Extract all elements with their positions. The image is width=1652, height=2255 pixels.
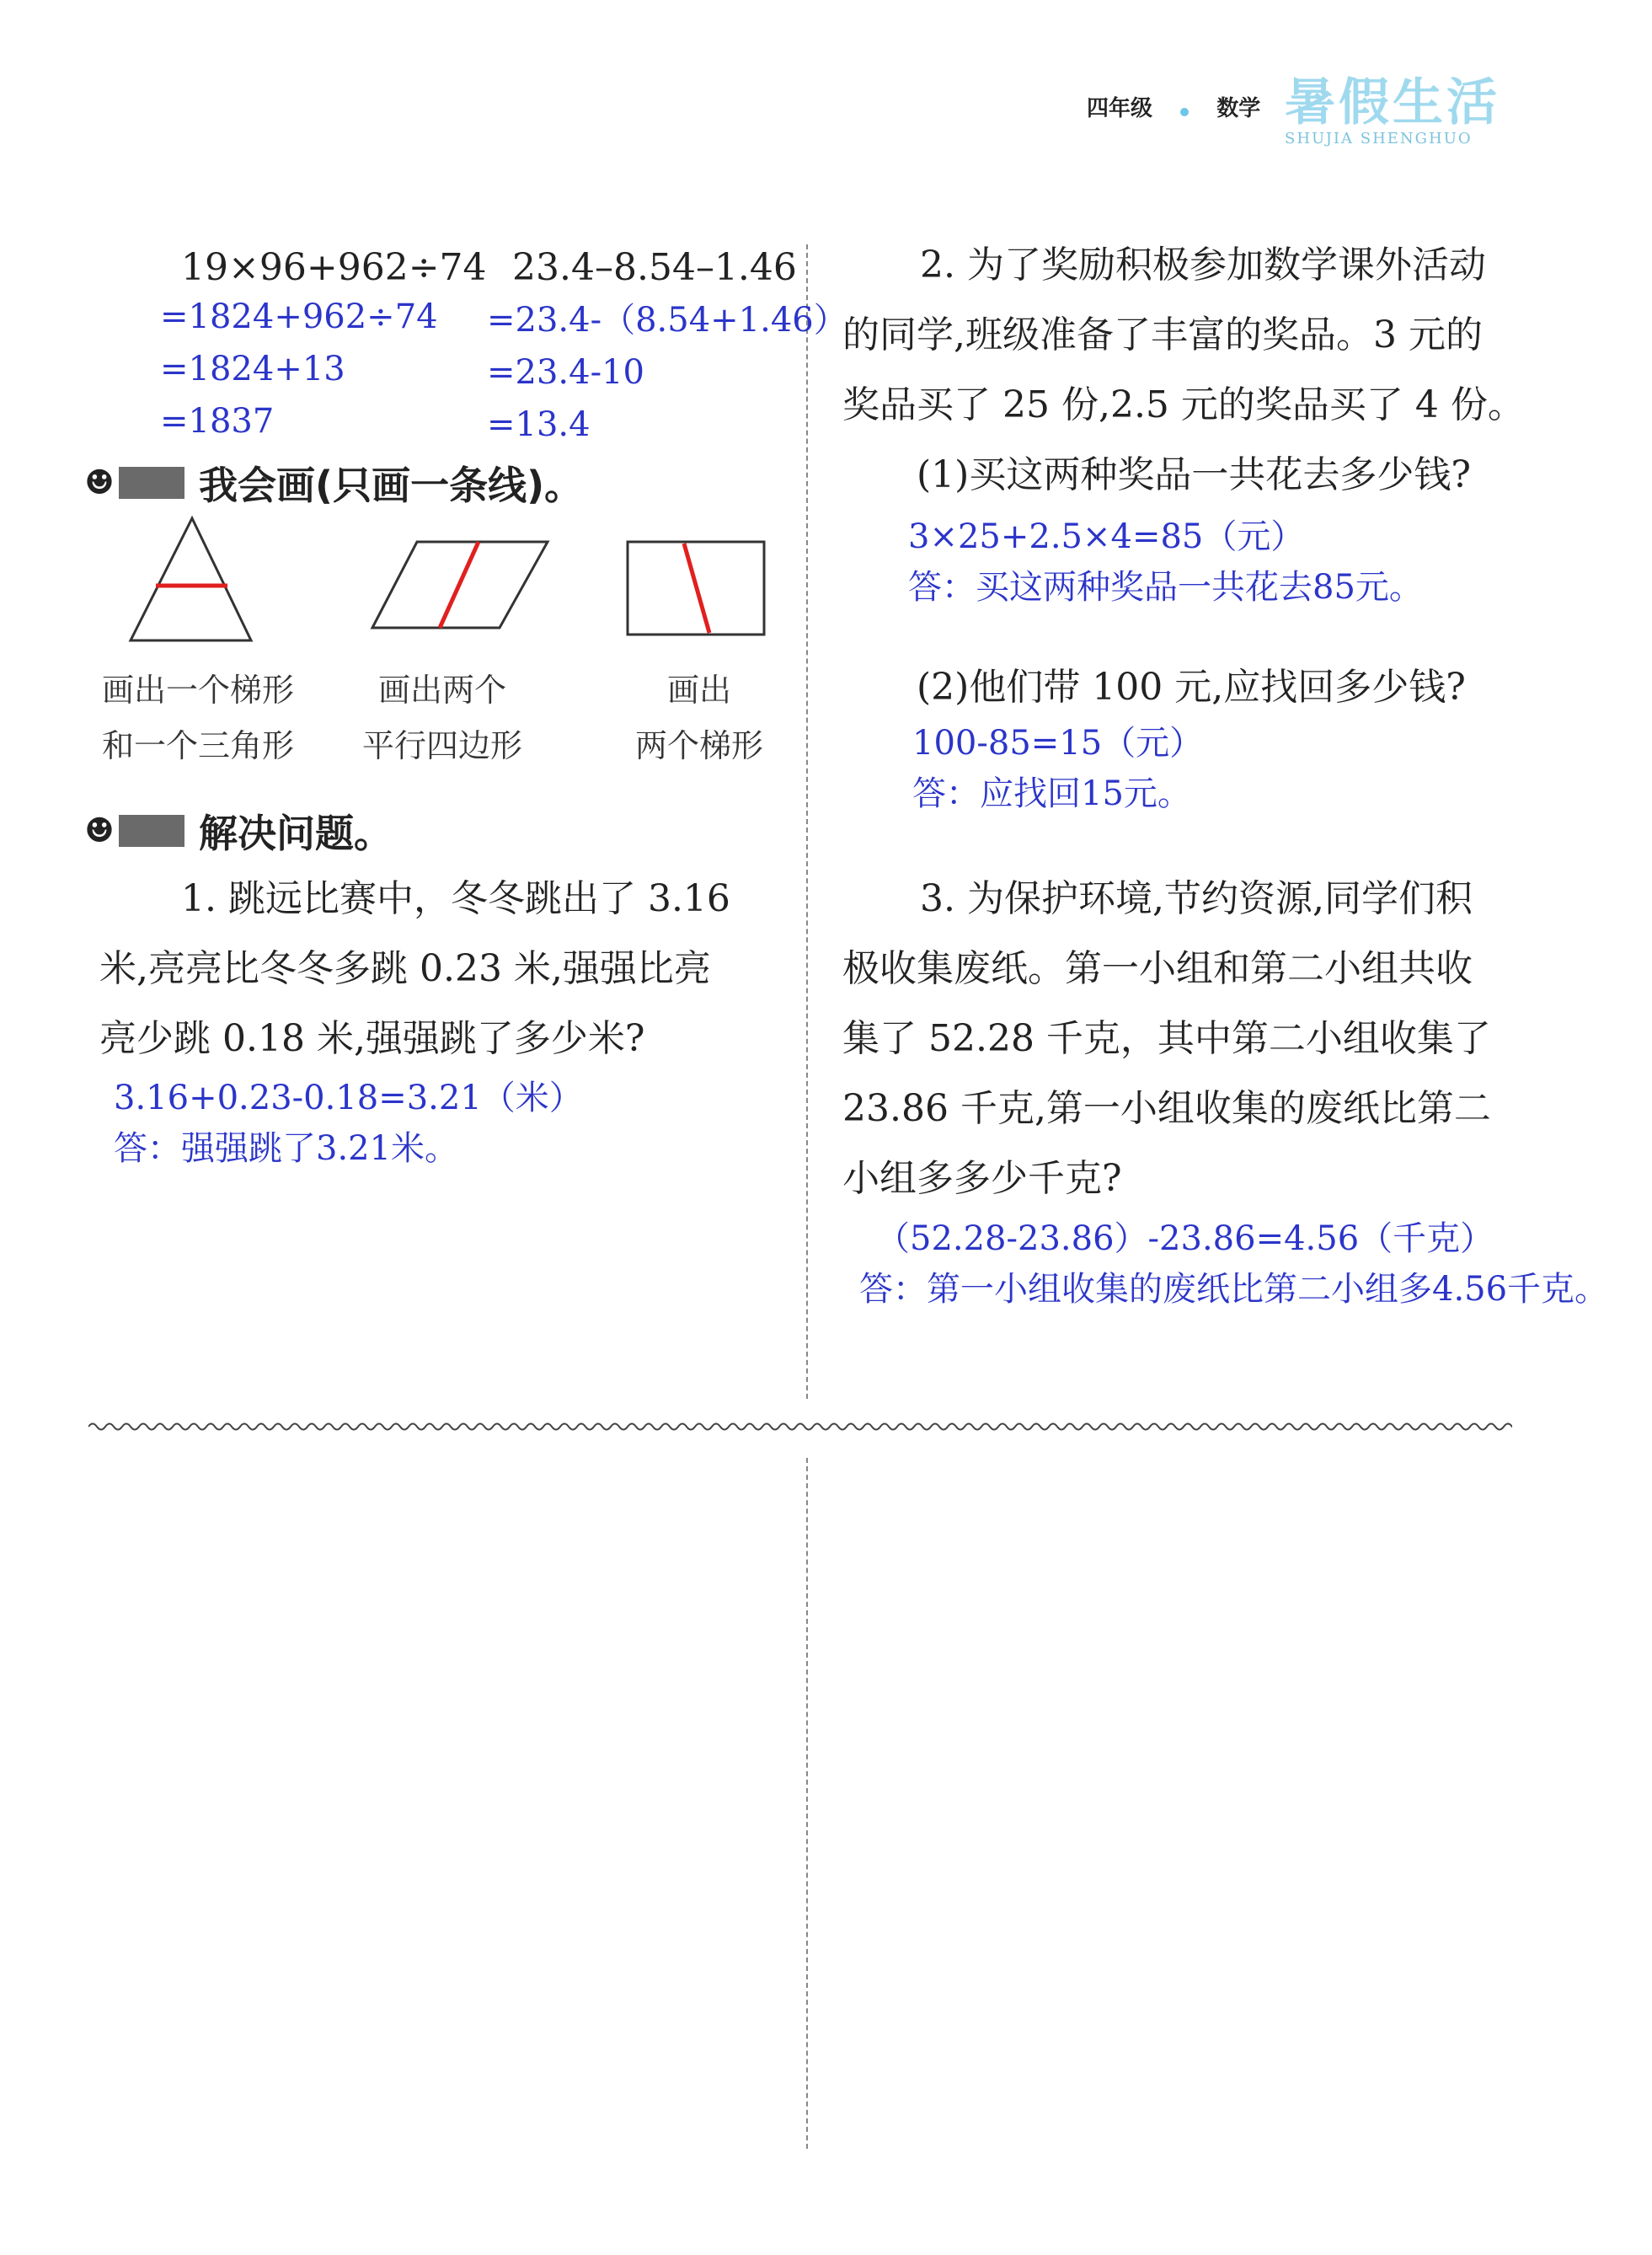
q3-line: 小组多多少千克? (842, 1157, 1122, 1200)
q2-line: 2. 为了奖励积极参加数学课外活动 (920, 244, 1486, 287)
q2-part2-calc: 100-85=15（元） (912, 724, 1204, 763)
calc-b-step: =23.4-10 (487, 353, 644, 392)
calc-b-expression: 23.4–8.54–1.46 (512, 246, 797, 289)
q1-answer-calc: 3.16+0.23-0.18=3.21（米） (114, 1079, 583, 1117)
shapes-figure (118, 510, 792, 645)
q2-part1-question: (1)买这两种奖品一共花去多少钱? (917, 453, 1471, 496)
wavy-divider (88, 1418, 1512, 1435)
q2-part1-answer: 答：买这两种奖品一共花去85元。 (908, 568, 1423, 607)
parallelogram-shape (372, 542, 548, 628)
column-divider-top (806, 244, 808, 1399)
grade-label: 四年级 (1087, 96, 1153, 121)
q3-line: 23.86 千克,第一小组收集的废纸比第二 (842, 1087, 1491, 1130)
draw-label-1: 画出一个梯形 和一个三角形 (101, 672, 294, 764)
solve-section-header (84, 803, 393, 859)
page-header (1087, 91, 1260, 122)
calc-b-step: =23.4-（8.54+1.46） (487, 301, 847, 340)
rectangle-shape (628, 542, 764, 635)
draw-section-title: 我会画(只画一条线)。 (199, 463, 584, 508)
mascot-icon: ☻ (84, 463, 115, 502)
q1-line: 亮少跳 0.18 米,强强跳了多少米? (99, 1017, 645, 1060)
q2-line: 的同学,班级准备了丰富的奖品。3 元的 (842, 313, 1483, 356)
mascot-icon: ☻ (84, 811, 115, 850)
q3-line: 极收集废纸。第一小组和第二小组共收 (842, 947, 1473, 990)
calc-a-step: =1824+962÷74 (160, 297, 438, 336)
section-marker-icon (119, 815, 184, 847)
calc-a-step: =1837 (160, 402, 275, 441)
q2-line: 奖品买了 25 份,2.5 元的奖品买了 4 份。 (842, 383, 1525, 426)
calc-b-step: =13.4 (487, 405, 591, 444)
subject-label: 数学 (1216, 96, 1261, 121)
q3-line: 集了 52.28 千克，其中第二小组收集了 (842, 1017, 1491, 1060)
draw-label-3: 画出 两个梯形 (634, 672, 763, 764)
brand-pinyin: SHUJIA SHENGHUO (1285, 130, 1473, 147)
triangle-shape (131, 518, 251, 640)
q1-answer-text: 答：强强跳了3.21米。 (114, 1129, 459, 1168)
brand-title: 暑假生活 (1285, 73, 1500, 132)
q2-part2-answer: 答：应找回15元。 (912, 774, 1191, 813)
draw-label-2: 画出两个 平行四边形 (361, 672, 522, 764)
q2-part2-question: (2)他们带 100 元,应找回多少钱? (917, 666, 1466, 709)
column-divider-bottom (806, 1458, 808, 2149)
q3-line: 3. 为保护环境,节约资源,同学们积 (920, 877, 1473, 920)
section-marker-icon (119, 467, 184, 499)
q3-answer-text: 答：第一小组收集的废纸比第二小组多4.56千克。 (859, 1270, 1609, 1309)
dot-icon (1180, 108, 1189, 116)
draw-section-header (84, 455, 583, 511)
q1-line: 1. 跳远比赛中，冬冬跳出了 3.16 (181, 877, 730, 920)
brand-logo (1285, 73, 1500, 147)
q3-answer-calc: （52.28-23.86）-23.86=4.56（千克） (876, 1219, 1494, 1258)
calc-a-step: =1824+13 (160, 350, 345, 388)
solve-section-title: 解决问题。 (199, 811, 393, 856)
calc-a-expression: 19×96+962÷74 (181, 246, 487, 289)
q2-part1-calc: 3×25+2.5×4=85（元） (908, 517, 1305, 556)
q1-line: 米,亮亮比冬冬多跳 0.23 米,强强比亮 (99, 947, 711, 990)
